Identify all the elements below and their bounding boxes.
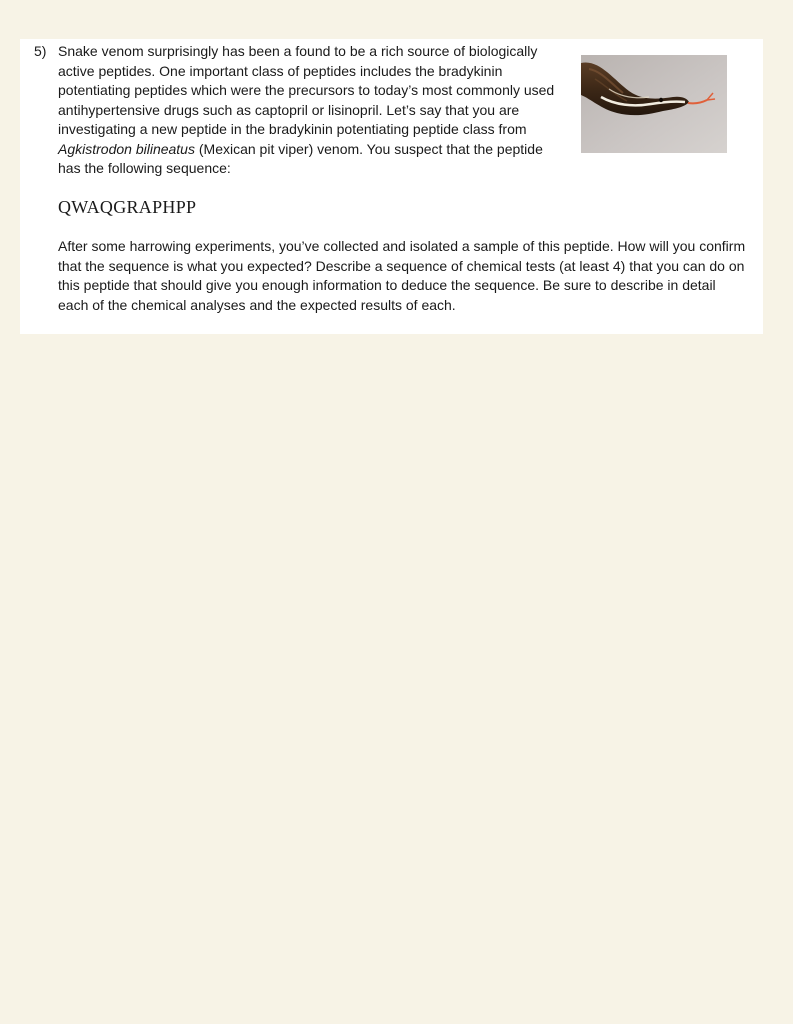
question-intro xyxy=(58,42,563,179)
peptide-sequence: QWAQGRAPHPP xyxy=(58,197,197,217)
intro-text-part2: (Mexican pit viper) venom. You suspect that the peptide has the following sequence: xyxy=(58,140,543,176)
intro-text-part1: Snake venom surprisingly has been a found to be a rich source of biologically active peptides. One important class of peptides includes the bradykinin potentiating peptides which were the precursors to today’s most commonly used antihypertensive drugs such as captopril or lisinopril. Let’s say that you are investigating a new peptide in the bradykinin potentiating peptide class from xyxy=(58,43,555,137)
species-name: Agkistrodon bilineatus xyxy=(58,140,195,157)
question-number: 5) xyxy=(34,43,47,59)
document-page xyxy=(20,39,763,334)
snake-image-icon xyxy=(581,55,727,153)
question-task: After some harrowing experiments, you’ve collected and isolated a sample of this peptide. How will you confirm that the sequence is what you expected? Describe a sequence of chemical tests (at least 4) that you can do on this peptide that should give you enough information to deduce the sequence. Be sure to describe in detail each of the chemical analyses and the expected results of each. xyxy=(58,238,746,313)
snake-photo xyxy=(581,55,727,153)
